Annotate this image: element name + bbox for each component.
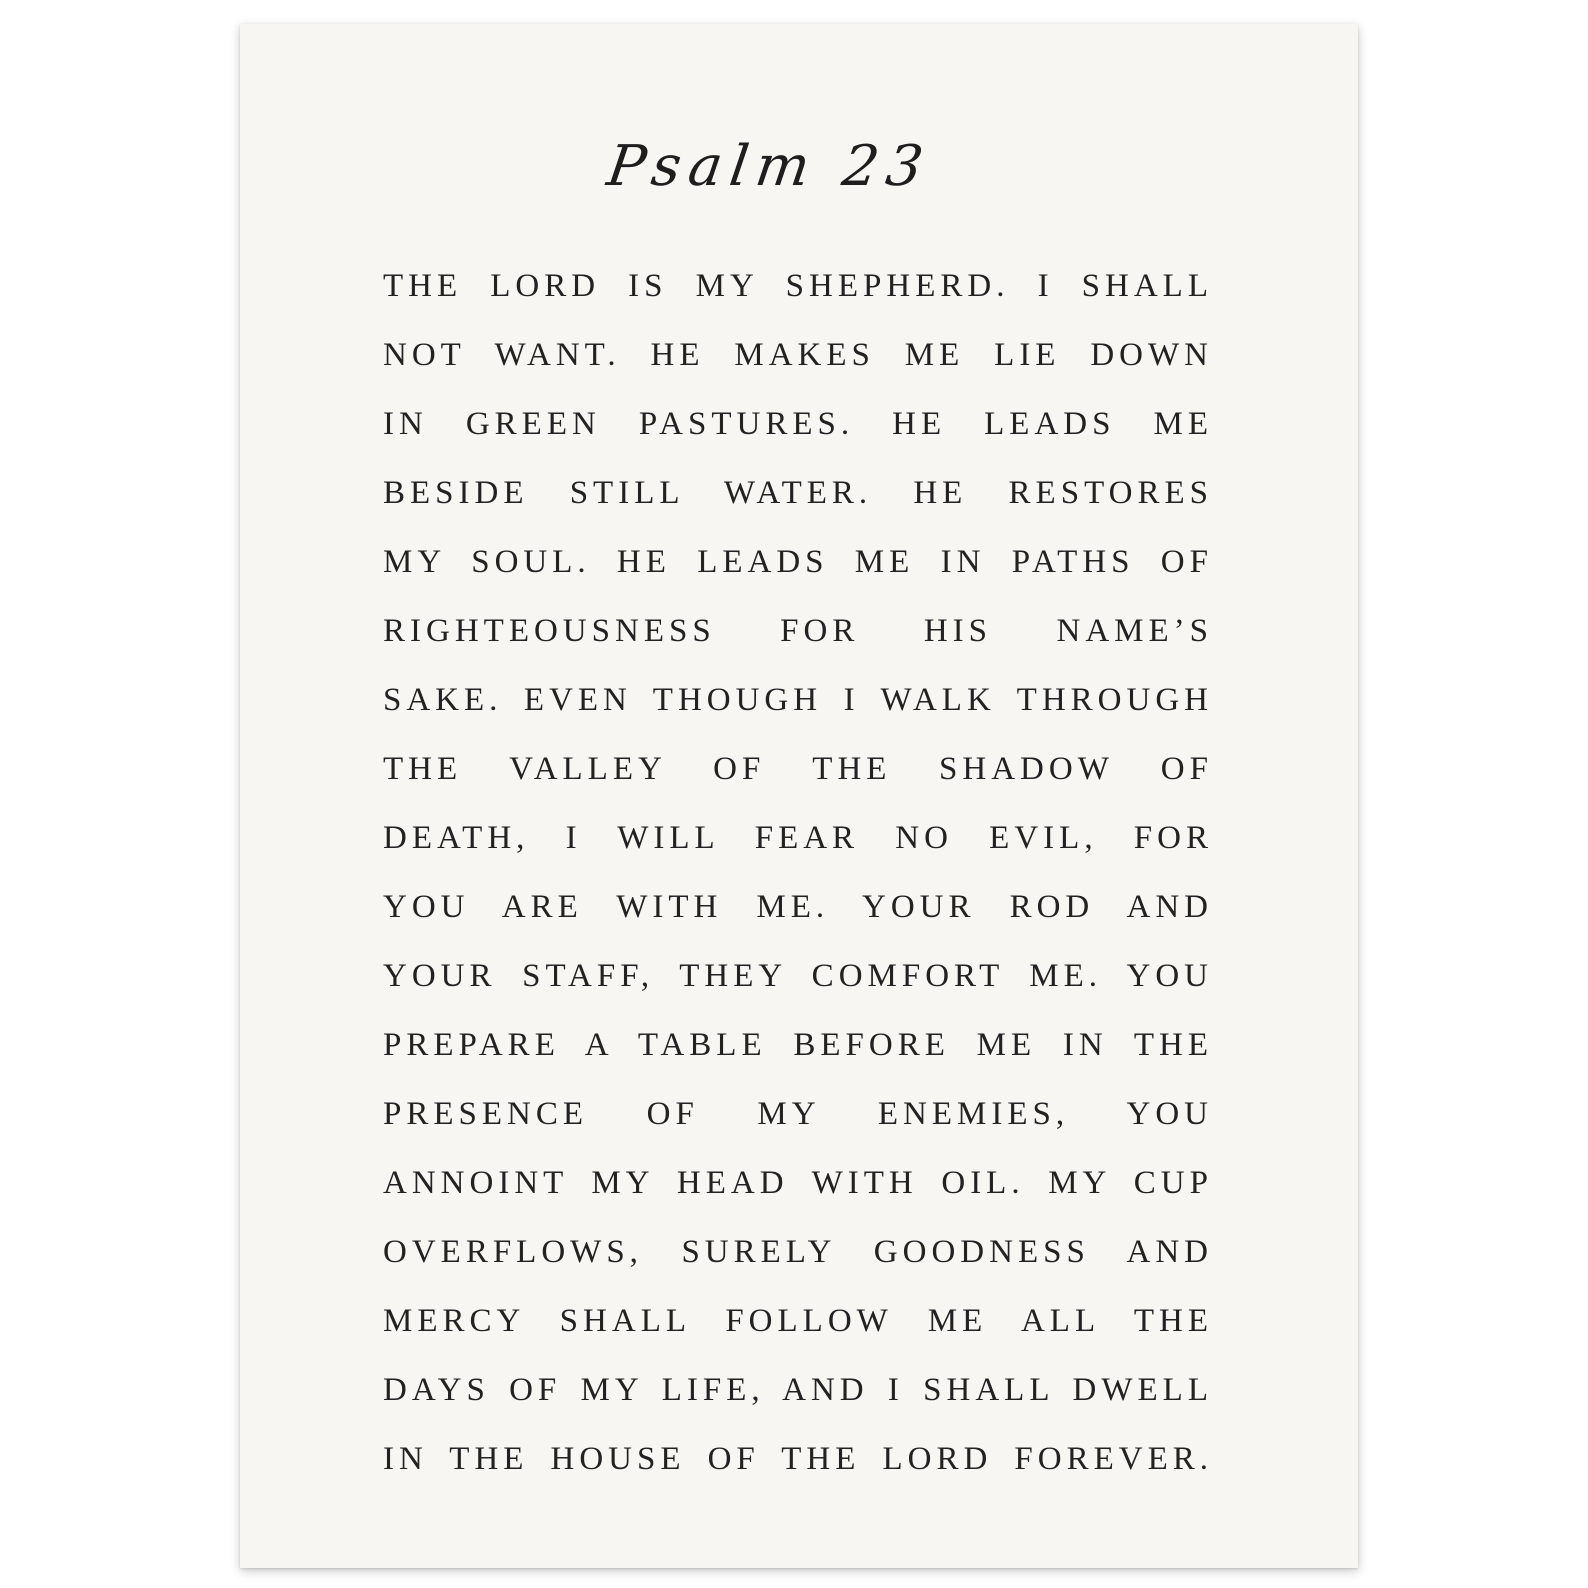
verse-line: MERCY SHALL FOLLOW ME ALL THE [383, 1303, 1213, 1339]
verse-line: IN GREEN PASTURES. HE LEADS ME [383, 406, 1213, 442]
verse-line: IN THE HOUSE OF THE LORD FOREVER. [383, 1441, 1213, 1477]
verse-line: DAYS OF MY LIFE, AND I SHALL DWELL [383, 1372, 1213, 1408]
verse-line: YOUR STAFF, THEY COMFORT ME. YOU [383, 958, 1213, 994]
verse-line: SAKE. EVEN THOUGH I WALK THROUGH [383, 682, 1213, 718]
verse-line: PREPARE A TABLE BEFORE ME IN THE [383, 1027, 1213, 1063]
verse-line: NOT WANT. HE MAKES ME LIE DOWN [383, 337, 1213, 373]
verse-line: ANNOINT MY HEAD WITH OIL. MY CUP [383, 1165, 1213, 1201]
verse-line: OVERFLOWS, SURELY GOODNESS AND [383, 1234, 1213, 1270]
verse-line: BESIDE STILL WATER. HE RESTORES [383, 475, 1213, 511]
verse-line: YOU ARE WITH ME. YOUR ROD AND [383, 889, 1213, 925]
verse-text [383, 262, 1213, 1504]
verse-line: DEATH, I WILL FEAR NO EVIL, FOR [383, 820, 1213, 856]
print-card [240, 24, 1358, 1568]
verse-line: THE VALLEY OF THE SHADOW OF [383, 751, 1213, 787]
verse-line: PRESENCE OF MY ENEMIES, YOU [383, 1096, 1213, 1132]
verse-line: RIGHTEOUSNESS FOR HIS NAME’S [383, 613, 1213, 649]
verse-line: THE LORD IS MY SHEPHERD. I SHALL [383, 268, 1213, 304]
psalm-title: Psalm 23 [603, 134, 935, 199]
verse-line: MY SOUL. HE LEADS ME IN PATHS OF [383, 544, 1213, 580]
